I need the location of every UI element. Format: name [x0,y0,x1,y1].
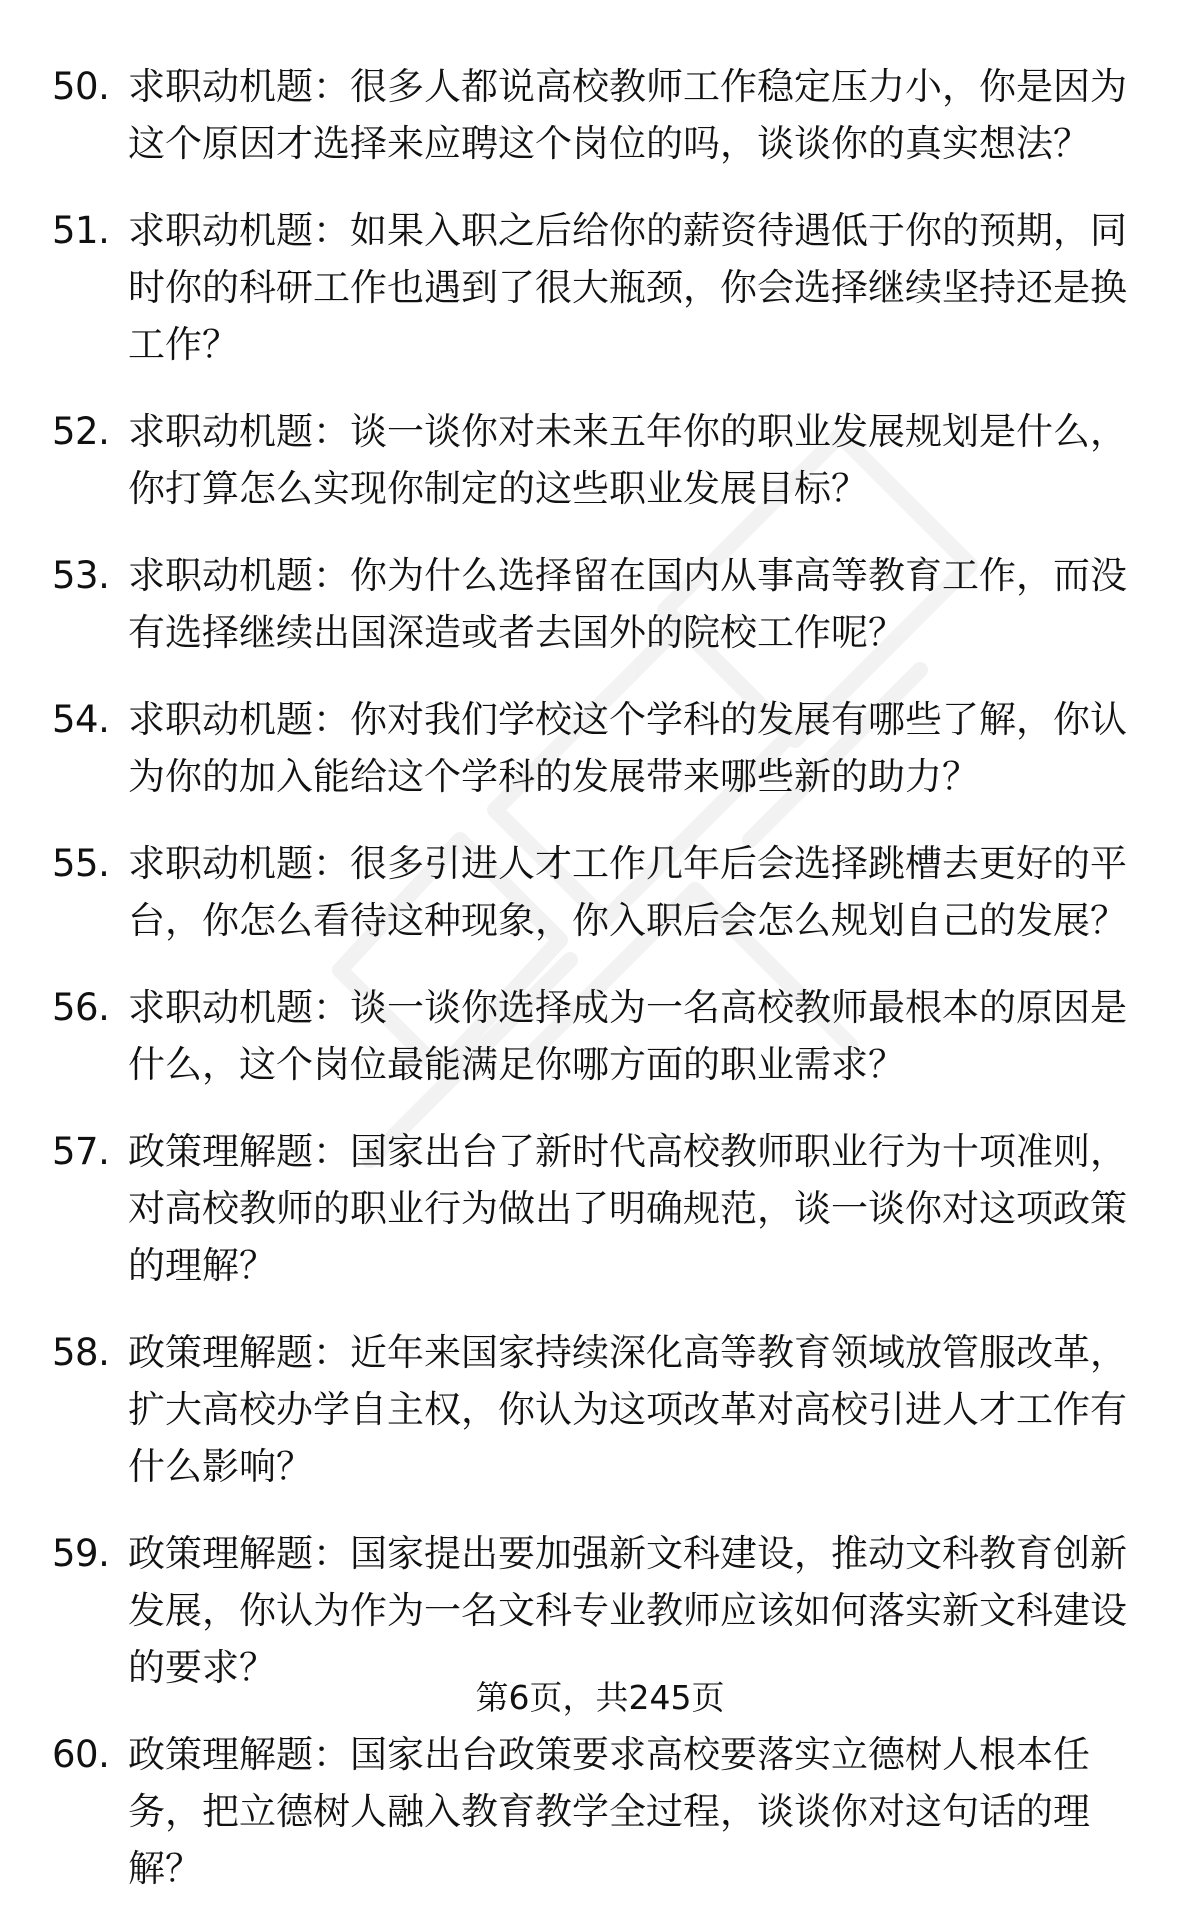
question-item-57 [52,1123,1152,1294]
question-item-56 [52,979,1152,1093]
page-footer [0,1678,1200,1718]
question-item-60 [52,1726,1152,1897]
question-text: 政策理解题：国家出台政策要求高校要落实立德树人根本任务，把立德树人融入教育教学全过程，谈谈你对这句话的理解？ [128,1733,1090,1890]
question-item-52 [52,403,1152,517]
question-text: 求职动机题：很多引进人才工作几年后会选择跳槽去更好的平台，你怎么看待这种现象，你入职后会怎么规划自己的发展？ [128,842,1127,942]
page-number-text: 第6页，共245页 [475,1678,725,1717]
question-item-59 [52,1525,1152,1696]
question-text: 求职动机题：很多人都说高校教师工作稳定压力小，你是因为这个原因才选择来应聘这个岗位的吗，谈谈你的真实想法？ [128,65,1127,165]
question-number: 52. [52,410,110,453]
question-item-53 [52,547,1152,661]
question-text: 求职动机题：你为什么选择留在国内从事高等教育工作，而没有选择继续出国深造或者去国外的院校工作呢？ [128,554,1127,654]
question-list [52,58,1152,1927]
question-number: 60. [52,1733,110,1776]
question-number: 59. [52,1532,110,1575]
question-text: 政策理解题：国家出台了新时代高校教师职业行为十项准则，对高校教师的职业行为做出了明确规范，谈一谈你对这项政策的理解？ [128,1130,1127,1287]
question-text: 求职动机题：谈一谈你选择成为一名高校教师最根本的原因是什么，这个岗位最能满足你哪方面的职业需求？ [128,986,1127,1086]
question-text: 政策理解题：国家提出要加强新文科建设，推动文科教育创新发展，你认为作为一名文科专业教师应该如何落实新文科建设的要求？ [128,1532,1127,1689]
question-number: 56. [52,986,110,1029]
question-number: 51. [52,209,110,252]
question-number: 54. [52,698,110,741]
question-number: 58. [52,1331,110,1374]
question-item-55 [52,835,1152,949]
question-item-54 [52,691,1152,805]
question-text: 求职动机题：你对我们学校这个学科的发展有哪些了解，你认为你的加入能给这个学科的发展带来哪些新的助力？ [128,698,1127,798]
question-text: 政策理解题：近年来国家持续深化高等教育领域放管服改革，扩大高校办学自主权，你认为这项改革对高校引进人才工作有什么影响？ [128,1331,1127,1488]
question-item-58 [52,1324,1152,1495]
question-text: 求职动机题：如果入职之后给你的薪资待遇低于你的预期，同时你的科研工作也遇到了很大瓶颈，你会选择继续坚持还是换工作？ [128,209,1127,366]
question-item-50 [52,58,1152,172]
question-text: 求职动机题：谈一谈你对未来五年你的职业发展规划是什么，你打算怎么实现你制定的这些职业发展目标？ [128,410,1127,510]
question-number: 53. [52,554,110,597]
question-item-51 [52,202,1152,373]
question-number: 55. [52,842,110,885]
question-number: 57. [52,1130,110,1173]
question-number: 50. [52,65,110,108]
